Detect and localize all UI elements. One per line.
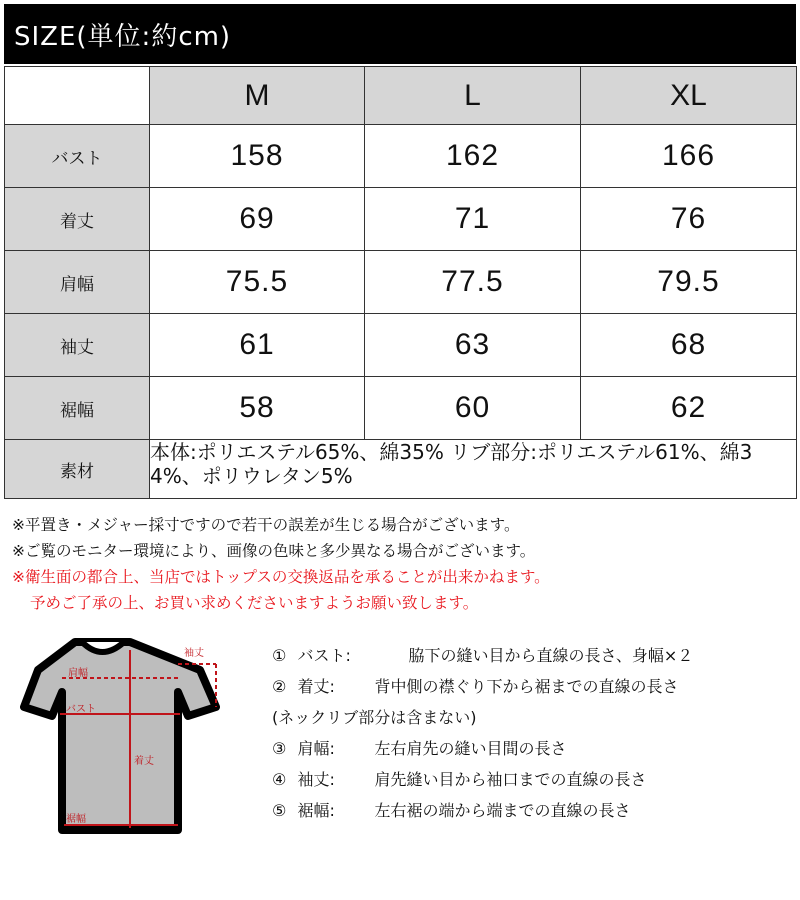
corner-cell (5, 67, 150, 125)
def-number: ④ (272, 770, 287, 789)
note-no-returns: ※衛生面の都合上、当店ではトップスの交換返品を承ることが出来かねます。 (12, 568, 550, 586)
diagram-label-hem: 裾幅 (66, 814, 86, 825)
list-item (272, 795, 792, 826)
size-header-row (5, 67, 797, 125)
list-item (272, 702, 792, 733)
def-term: 肩幅: (297, 739, 335, 758)
notes-block (12, 512, 792, 616)
note-monitor: ※ご覧のモニター環境により、画像の色味と多少異なる場合がございます。 (12, 542, 536, 560)
cell-length-xl: 76 (581, 188, 797, 251)
diagram-label-sleeve: 袖丈 (184, 648, 204, 659)
diagram-label-bust: バスト (66, 704, 96, 715)
def-term: 袖丈: (297, 770, 335, 789)
def-number: ② (272, 677, 287, 696)
tshirt-outline-icon (20, 632, 240, 837)
def-text: 肩先縫い目から袖口までの直線の長さ (374, 770, 647, 789)
def-text: 左右肩先の縫い目間の長さ (374, 739, 567, 758)
list-item (272, 764, 792, 795)
size-col-m: M (150, 67, 365, 125)
row-label-shoulder: 肩幅 (5, 251, 150, 314)
cell-shoulder-m: 75.5 (150, 251, 365, 314)
size-header-bar (4, 4, 796, 64)
cell-sleeve-l: 63 (365, 314, 581, 377)
cell-length-m: 69 (150, 188, 365, 251)
def-number: ① (272, 646, 287, 665)
measurement-definitions (272, 640, 792, 826)
table-row (5, 125, 797, 188)
cell-hem-xl: 62 (581, 377, 797, 440)
def-term: バスト: (297, 646, 351, 665)
def-text: 脇下の縫い目から直線の長さ、身幅×２ (408, 646, 694, 665)
table-row-material (5, 440, 797, 499)
cell-bust-m: 158 (150, 125, 365, 188)
list-item (272, 640, 792, 671)
cell-length-l: 71 (365, 188, 581, 251)
table-row (5, 314, 797, 377)
diagram-label-length: 着丈 (134, 756, 154, 767)
row-label-length: 着丈 (5, 188, 150, 251)
cell-shoulder-l: 77.5 (365, 251, 581, 314)
size-col-l: L (365, 67, 581, 125)
cell-bust-l: 162 (365, 125, 581, 188)
cell-hem-m: 58 (150, 377, 365, 440)
row-label-hem: 裾幅 (5, 377, 150, 440)
def-number: ⑤ (272, 801, 287, 820)
list-item (272, 733, 792, 764)
table-row (5, 251, 797, 314)
cell-sleeve-m: 61 (150, 314, 365, 377)
row-label-sleeve: 袖丈 (5, 314, 150, 377)
table-row (5, 377, 797, 440)
cell-hem-l: 60 (365, 377, 581, 440)
tshirt-diagram (20, 632, 240, 837)
cell-sleeve-xl: 68 (581, 314, 797, 377)
table-row (5, 188, 797, 251)
size-header-title: SIZE(単位:約cm) (14, 22, 232, 52)
def-term: 裾幅: (297, 801, 335, 820)
row-label-bust: バスト (5, 125, 150, 188)
cell-shoulder-xl: 79.5 (581, 251, 797, 314)
cell-bust-xl: 166 (581, 125, 797, 188)
def-number: ③ (272, 739, 287, 758)
list-item (272, 671, 792, 702)
size-table (4, 66, 797, 499)
def-term: 着丈: (297, 677, 335, 696)
def-text: 左右裾の端から端までの直線の長さ (374, 801, 631, 820)
note-apology: 予めご了承の上、お買い求めくださいますようお願い致します。 (30, 594, 479, 612)
size-col-xl: XL (581, 67, 797, 125)
material-text: 本体:ポリエステル65%、綿35% リブ部分:ポリエステル61%、綿34%、ポリウレタン5% (150, 440, 797, 499)
def-text: (ネックリブ部分は含まない) (272, 708, 477, 727)
diagram-label-shoulder: 肩幅 (68, 668, 88, 679)
note-measurement: ※平置き・メジャー採寸ですので若干の誤差が生じる場合がございます。 (12, 516, 520, 534)
def-text: 背中側の襟ぐり下から裾までの直線の長さ (374, 677, 679, 696)
row-label-material: 素材 (5, 440, 150, 499)
